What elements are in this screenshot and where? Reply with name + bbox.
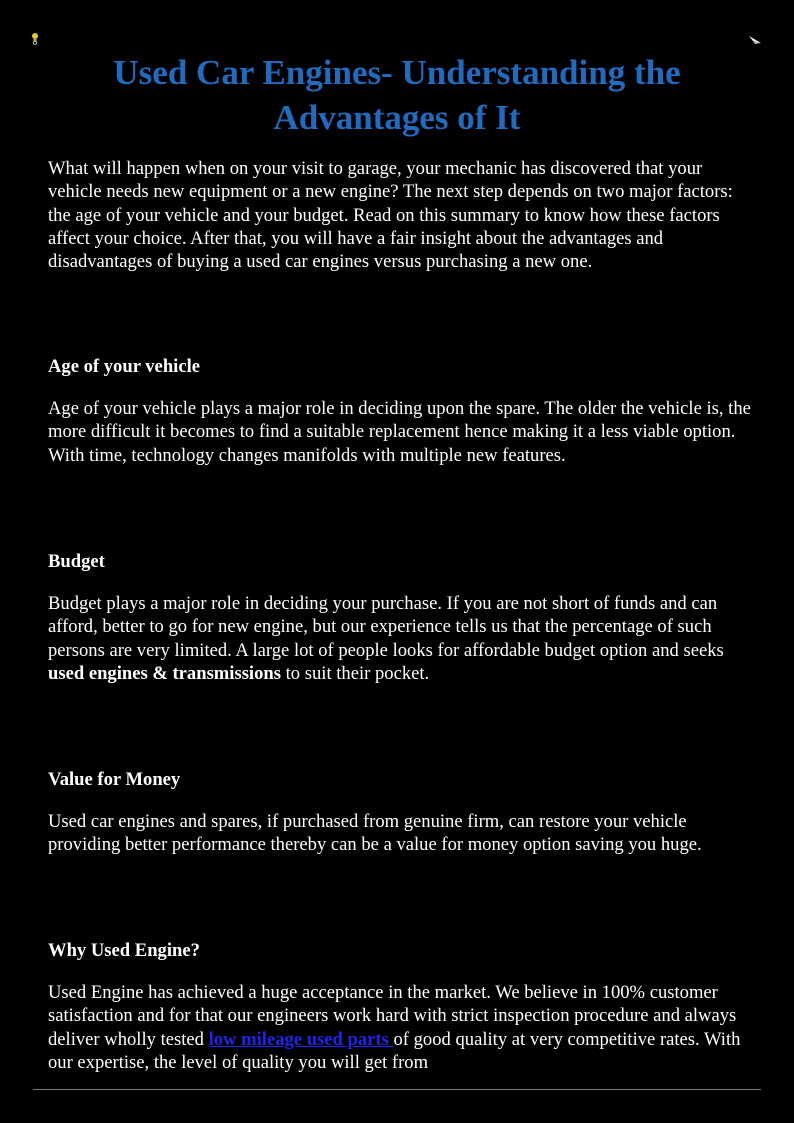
budget-text-start: Budget plays a major role in deciding your purchase. If you are not short of funds and can afford, better to go for new engine, but our experience tells us that the percentage of such persons are very limited. A large lot of people looks for affordable budget option and seeks [48,593,724,661]
intro-paragraph: What will happen when on your visit to garage, your mechanic has discovered that your vehicle needs new equipment or a new engine? The next step depends on two major factors: the age of your vehicle and your budget. Read on this summary to know how these factors affect your choice. After that, you will have a fair insight about the advantages and disadvantages of buying a used car engines versus purchasing a new one. [48,158,733,273]
bulb-icon [31,31,39,45]
budget-bold-phrase: used engines & transmissions [48,662,281,684]
section-body-value: Used car engines and spares, if purchased from genuine firm, can restore your vehicle providing better performance thereby can be a value for money option saving you huge. [48,811,702,856]
why-text-start: Used Engine has achieved a huge acceptance in the market. We believe in 100% customer satisfaction and for that our engineers work hard with strict inspection procedure and always deliver wholly tested [48,982,737,1050]
section-body-why [48,981,758,1074]
low-mileage-parts-link[interactable]: low mileage used parts [208,1028,394,1050]
budget-text-end: to suit their pocket. [280,662,430,684]
footer-divider [33,1089,761,1090]
section-heading-budget: Budget [48,551,105,572]
why-text-end: of good quality at very competitive rates. With our expertise, the level of quality you will get from [48,1028,741,1073]
section-heading-age: Age of your vehicle [48,356,200,377]
section-heading-why: Why Used Engine? [48,940,200,961]
section-body-age: Age of your vehicle plays a major role in deciding upon the spare. The older the vehicle is, the more difficult it becomes to find a suitable replacement hence making it a less viable option. With time, technology changes manifolds with multiple new features. [48,398,751,466]
page-title: Used Car Engines- Understanding the Advantages of It [113,53,681,137]
section-body-budget [48,592,758,685]
section-heading-value: Value for Money [48,769,181,790]
paper-plane-icon [748,35,762,45]
